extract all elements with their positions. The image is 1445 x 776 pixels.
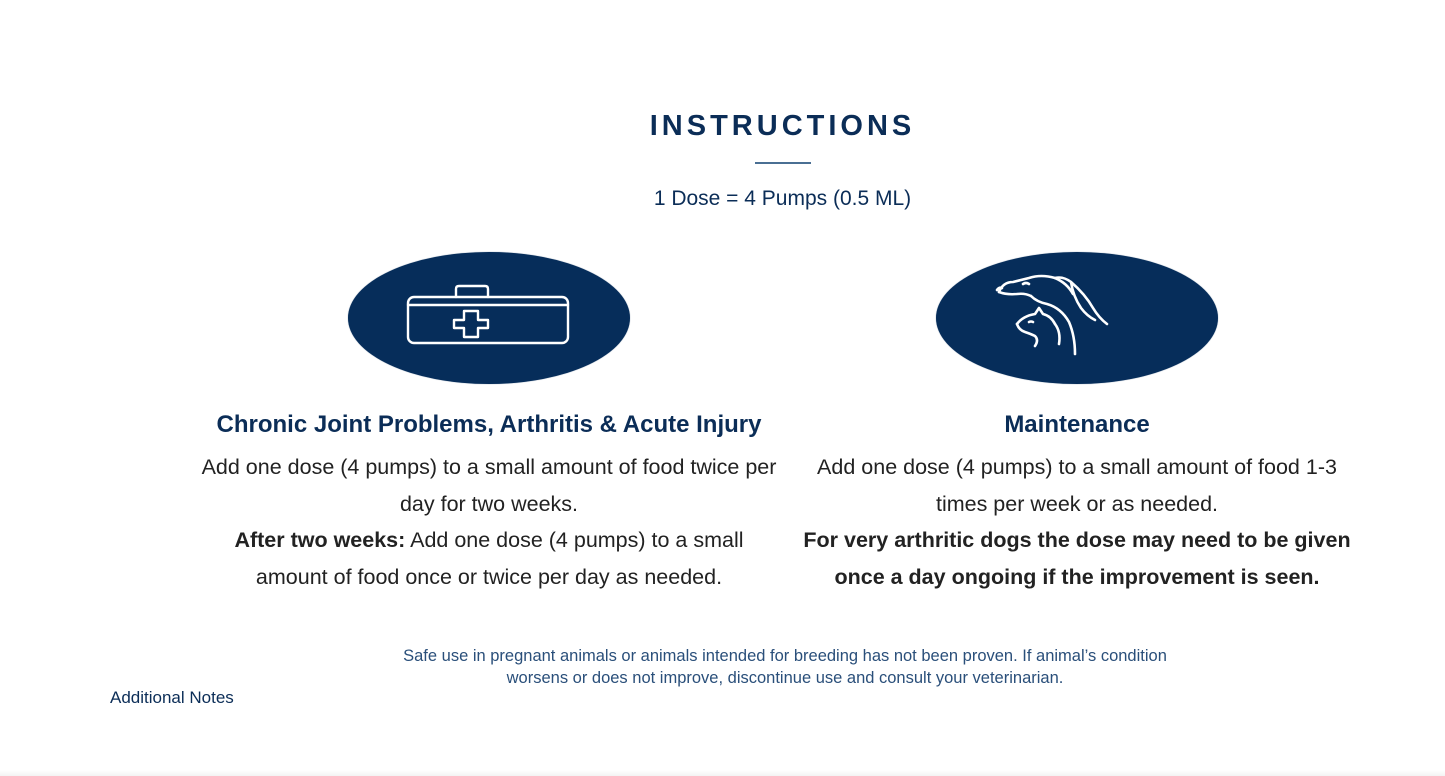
- column-paragraph: [199, 522, 779, 595]
- first-aid-kit-icon: [406, 284, 572, 353]
- column-paragraph-rest: Add one dose (4 pumps) to a small amount of food once or twice per day as needed.: [255, 528, 744, 589]
- column-heading: Maintenance: [1004, 411, 1150, 438]
- instruction-column-chronic: [199, 252, 779, 595]
- title-divider: [755, 162, 811, 164]
- page-title: INSTRUCTIONS: [649, 110, 916, 142]
- badge-circle: [348, 252, 630, 384]
- badge-circle: [936, 252, 1218, 384]
- dose-info: 1 Dose = 4 Pumps (0.5 ML): [653, 187, 912, 210]
- column-paragraph: Add one dose (4 pumps) to a small amount of food twice per day for two weeks.: [201, 455, 777, 516]
- column-paragraph-bold: [797, 522, 1357, 595]
- column-text: [199, 449, 779, 595]
- column-paragraph: Add one dose (4 pumps) to a small amount of food 1-3 times per week or as needed.: [817, 455, 1337, 516]
- dog-and-cat-icon: [995, 274, 1159, 363]
- bold-lead: After two weeks:: [234, 528, 406, 552]
- additional-notes-link[interactable]: Additional Notes: [110, 688, 234, 707]
- instruction-column-maintenance: [797, 252, 1357, 595]
- column-heading: Chronic Joint Problems, Arthritis & Acute Injury: [216, 411, 762, 438]
- bold-text: For very arthritic dogs the dose may need to be given once a day ongoing if the improvement is seen.: [803, 528, 1351, 589]
- bottom-divider: [0, 770, 1445, 776]
- safety-disclaimer: Safe use in pregnant animals or animals intended for breeding has not been proven. If animal’s condition worsens or does not improve, discontinue use and consult your veterinarian.: [403, 647, 1167, 687]
- column-text: [797, 449, 1357, 595]
